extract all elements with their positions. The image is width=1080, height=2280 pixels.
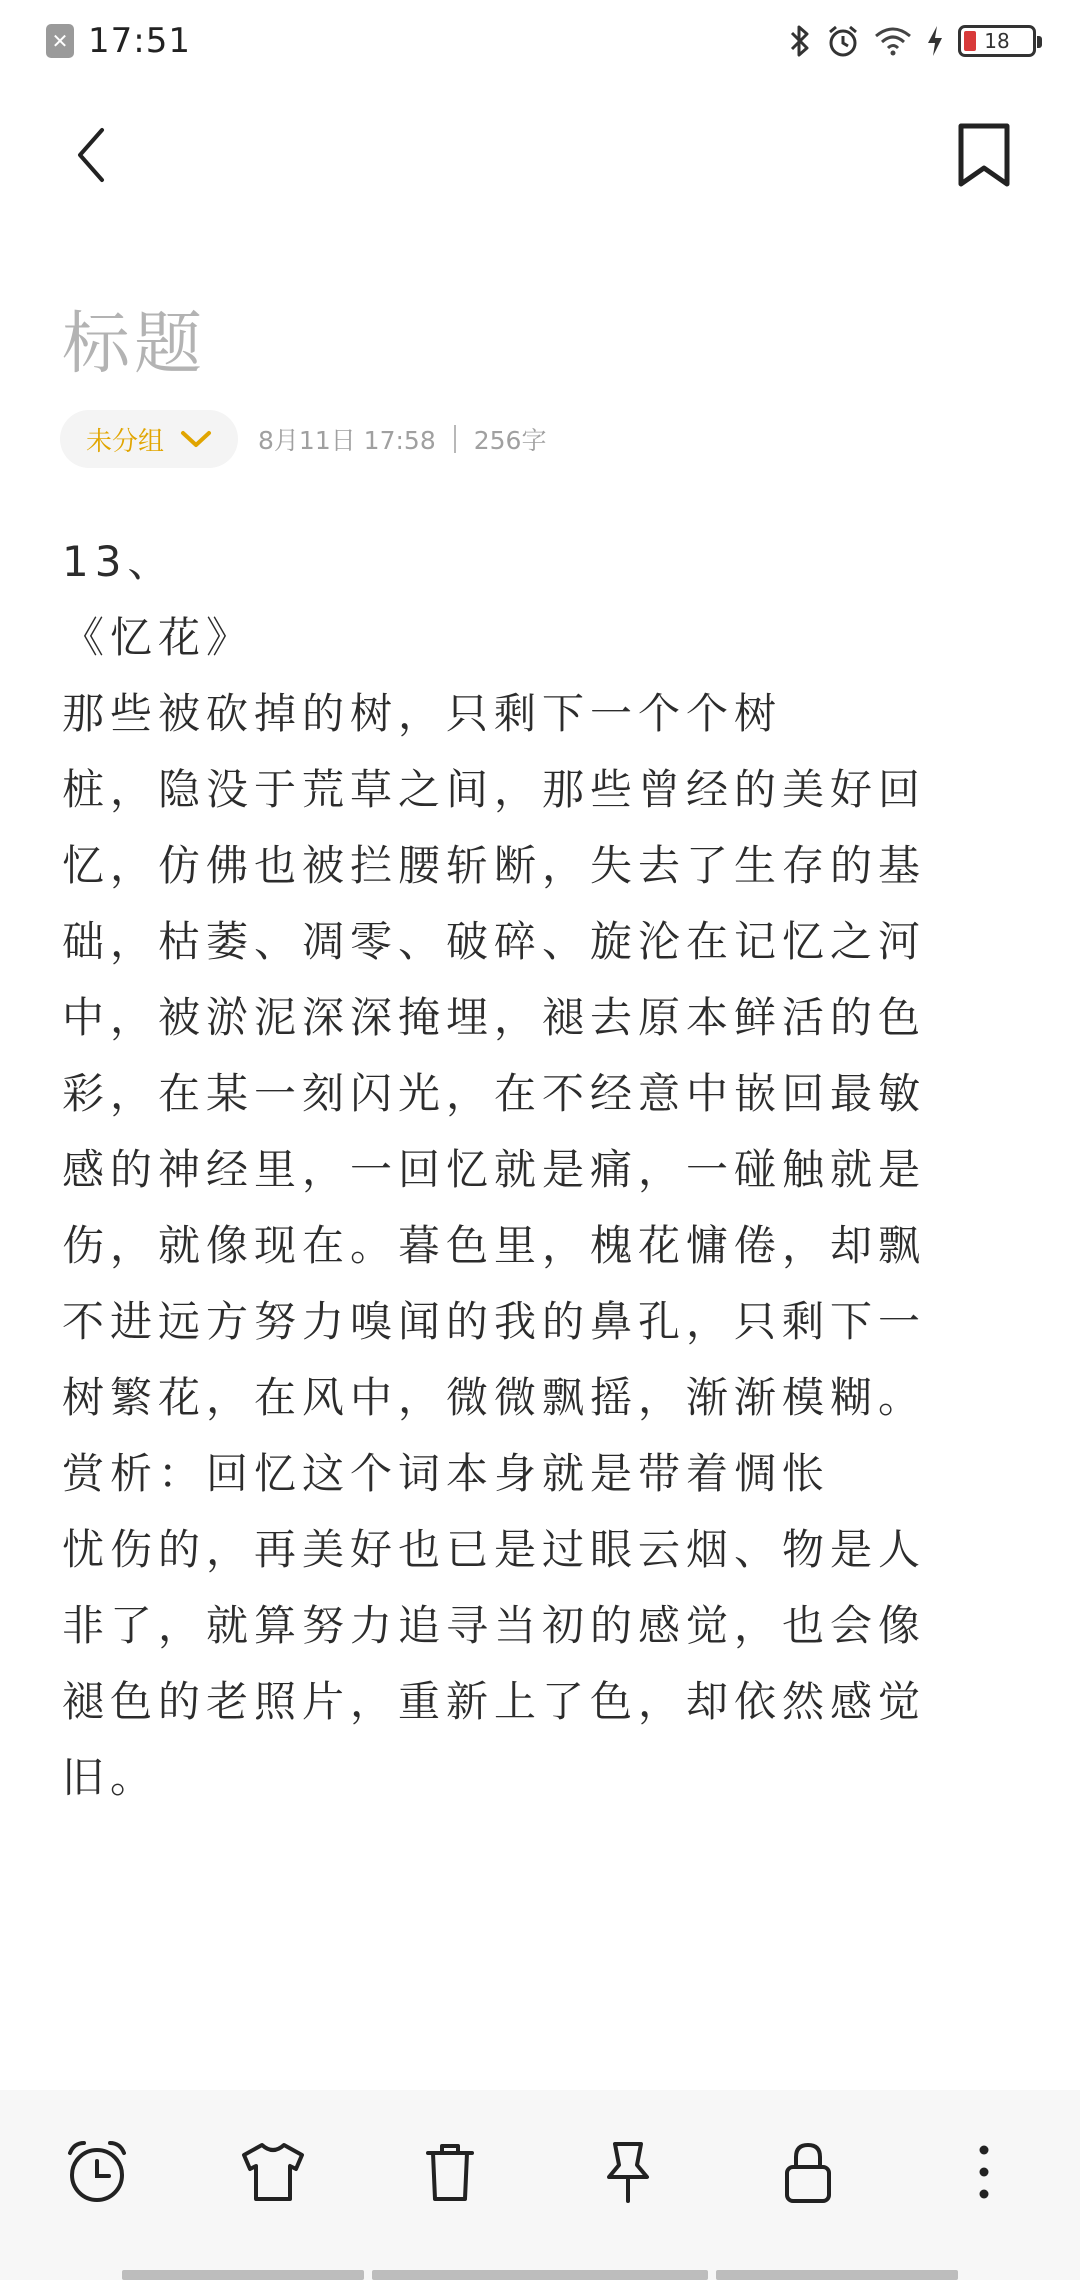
alarm-icon [826, 24, 860, 58]
body-line: 那些被砍掉的树，只剩下一个个树 [62, 689, 783, 738]
body-line: 树繁花，在风中，微微飘摇，渐渐模糊。 [62, 1373, 927, 1422]
body-line: 忆，仿佛也被拦腰斩断，失去了生存的基 [62, 841, 927, 890]
note-body[interactable] [62, 524, 942, 1816]
battery-indicator [958, 25, 1036, 57]
shirt-icon [238, 2137, 308, 2207]
lock-icon [773, 2137, 843, 2207]
body-line: 础，枯萎、凋零、破碎、旋沦在记忆之河 [62, 917, 927, 966]
back-button[interactable] [62, 120, 122, 190]
theme-button[interactable] [233, 2132, 313, 2212]
charging-icon [926, 25, 944, 57]
body-line: 感的神经里，一回忆就是痛，一碰触就是 [62, 1145, 927, 1194]
note-title-input[interactable]: 标题 [62, 305, 207, 384]
more-vertical-icon [949, 2137, 1019, 2207]
body-line: 桩，隐没于荒草之间，那些曾经的美好回 [62, 765, 927, 814]
body-line: 忧伤的，再美好也已是过眼云烟、物是人 [62, 1525, 927, 1574]
note-meta-row [60, 410, 546, 468]
body-line: 褪色的老照片，重新上了色，却依然感觉 [62, 1677, 927, 1726]
meta-divider [454, 425, 456, 453]
chevron-left-icon [62, 120, 122, 190]
close-box-icon: ✕ [46, 24, 74, 58]
delete-button[interactable] [410, 2132, 490, 2212]
bottom-toolbar [0, 2090, 1080, 2280]
body-line: 13、 [62, 537, 176, 586]
group-label: 未分组 [86, 426, 165, 457]
pin-icon [593, 2137, 663, 2207]
note-date: 8月11日 17:58 [258, 426, 436, 455]
nav-bar-segment [122, 2270, 364, 2280]
word-count: 256字 [473, 426, 547, 455]
battery-fill [964, 31, 976, 51]
nav-bar-segment [372, 2270, 708, 2280]
nav-bar-segment [716, 2270, 958, 2280]
bookmark-button[interactable] [950, 120, 1020, 190]
lock-button[interactable] [768, 2132, 848, 2212]
bluetooth-icon [788, 24, 812, 58]
status-left [46, 21, 191, 61]
status-right [788, 24, 1036, 58]
more-button[interactable] [944, 2132, 1024, 2212]
body-line: 伤，就像现在。暮色里，槐花慵倦，却飘 [62, 1221, 927, 1270]
chevron-down-icon [180, 429, 212, 449]
battery-level: 18 [984, 29, 1010, 53]
body-line: 旧。 [62, 1753, 159, 1802]
trash-icon [415, 2137, 485, 2207]
body-line: 彩，在某一刻闪光，在不经意中嵌回最敏 [62, 1069, 927, 1118]
pin-button[interactable] [588, 2132, 668, 2212]
body-line: 中，被淤泥深深掩埋，褪去原本鲜活的色 [62, 993, 927, 1042]
alarm-clock-icon [62, 2137, 132, 2207]
body-line: 非了，就算努力追寻当初的感觉，也会像 [62, 1601, 927, 1650]
bookmark-icon [950, 120, 1020, 190]
group-selector[interactable] [60, 410, 238, 468]
wifi-icon [874, 26, 912, 56]
status-bar [0, 0, 1080, 82]
reminder-button[interactable] [57, 2132, 137, 2212]
body-line: 不进远方努力嗅闻的我的鼻孔，只剩下一 [62, 1297, 927, 1346]
body-line: 赏析：回忆这个词本身就是带着惆怅 [62, 1449, 831, 1498]
status-time: 17:51 [88, 21, 191, 61]
body-line: 《忆花》 [62, 613, 255, 662]
